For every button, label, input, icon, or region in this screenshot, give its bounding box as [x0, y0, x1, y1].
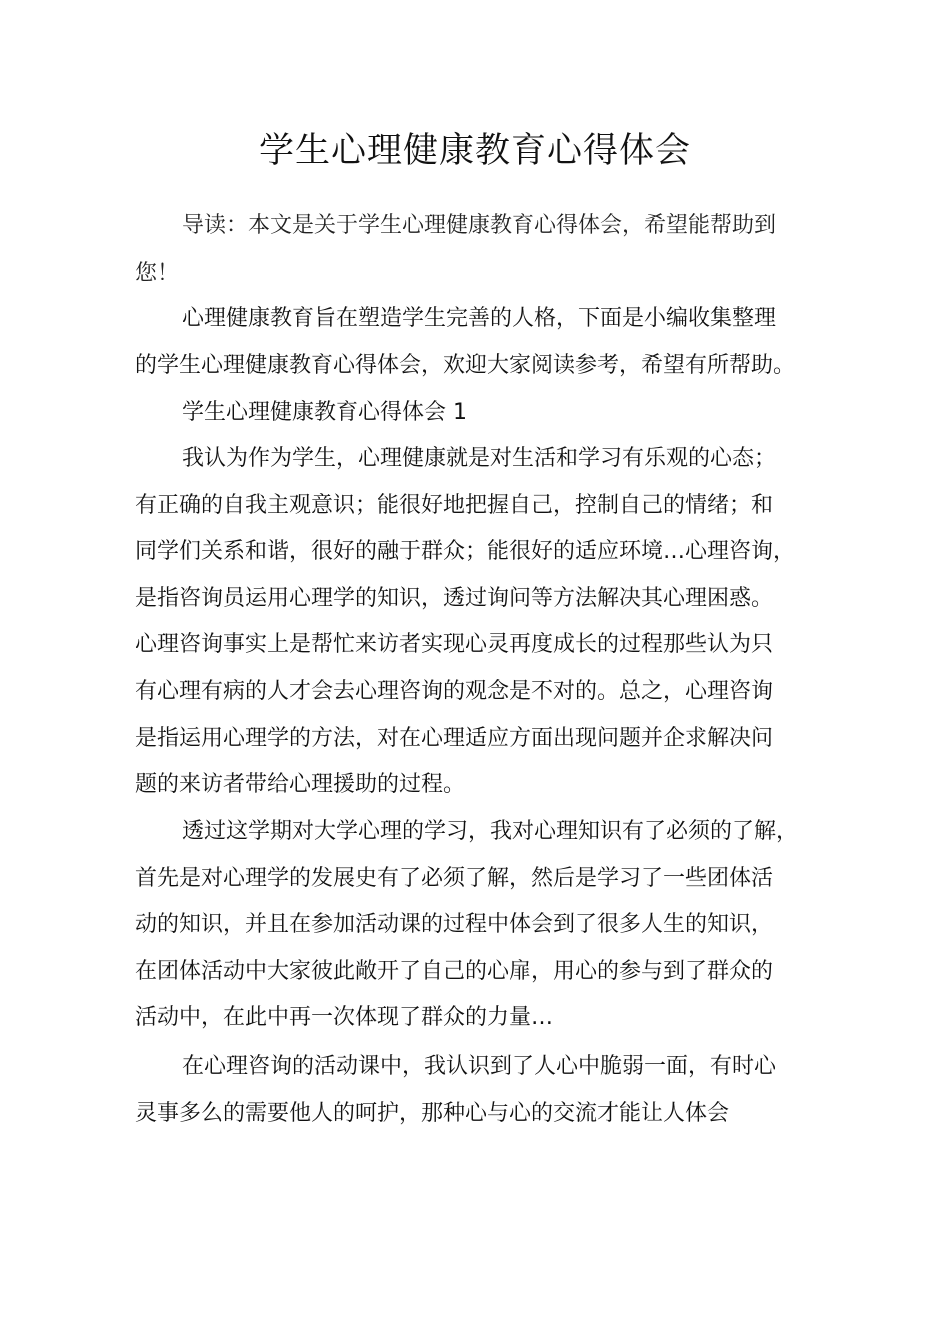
- paragraph-line: 有心理有病的人才会去心理咨询的观念是不对的。总之，心理咨询: [135, 678, 774, 704]
- paragraph-line: 是指咨询员运用心理学的知识，透过询问等方法解决其心理困惑。: [135, 585, 774, 611]
- paragraph-1: [135, 296, 830, 389]
- paragraph-line: 灵事多么的需要他人的呵护，那种心与心的交流才能让人体会: [135, 1100, 730, 1126]
- paragraph-line: 首先是对心理学的发展史有了必须了解，然后是学习了一些团体活: [135, 865, 774, 891]
- paragraph-4: [135, 1044, 830, 1137]
- paragraph-line: 是指运用心理学的方法，对在心理适应方面出现问题并企求解决问: [135, 725, 774, 751]
- intro-line: 您！: [135, 261, 180, 286]
- paragraph-3: [135, 809, 830, 1042]
- paragraph-line: 的学生心理健康教育心得体会，欢迎大家阅读参考，希望有所帮助。: [135, 352, 796, 378]
- paragraph-line: 在团体活动中大家彼此敞开了自己的心扉，用心的参与到了群众的: [135, 958, 774, 984]
- paragraph-line: 有正确的自我主观意识；能很好地把握自己，控制自己的情绪；和: [135, 492, 774, 518]
- subheading-text: 学生心理健康教育心得体会 1: [182, 400, 467, 425]
- intro-paragraph: [135, 202, 830, 298]
- paragraph-line: 透过这学期对大学心理的学习，我对心理知识有了必须的了解，: [182, 819, 799, 844]
- document-title: 学生心理健康教育心得体会: [258, 131, 691, 171]
- paragraph-line: 动的知识，并且在参加活动课的过程中体会到了很多人生的知识，: [135, 912, 774, 938]
- paragraph-line: 题的来访者带给心理援助的过程。: [135, 772, 466, 798]
- intro-line: 导读：本文是关于学生心理健康教育心得体会，希望能帮助到: [182, 213, 777, 238]
- paragraph-line: 心理咨询事实上是帮忙来访者实现心灵再度成长的过程那些认为只: [135, 632, 774, 658]
- section-subheading: [135, 390, 830, 437]
- paragraph-line: 在心理咨询的活动课中，我认识到了人心中脆弱一面，有时心: [182, 1054, 777, 1079]
- paragraph-2: [135, 436, 830, 809]
- paragraph-line: 活动中，在此中再一次体现了群众的力量…: [135, 1005, 554, 1031]
- paragraph-line: 心理健康教育旨在塑造学生完善的人格，下面是小编收集整理: [182, 306, 777, 331]
- paragraph-line: 我认为作为学生，心理健康就是对生活和学习有乐观的心态；: [182, 446, 777, 471]
- paragraph-line: 同学们关系和谐，很好的融于群众；能很好的适应环境…心理咨询，: [135, 539, 796, 565]
